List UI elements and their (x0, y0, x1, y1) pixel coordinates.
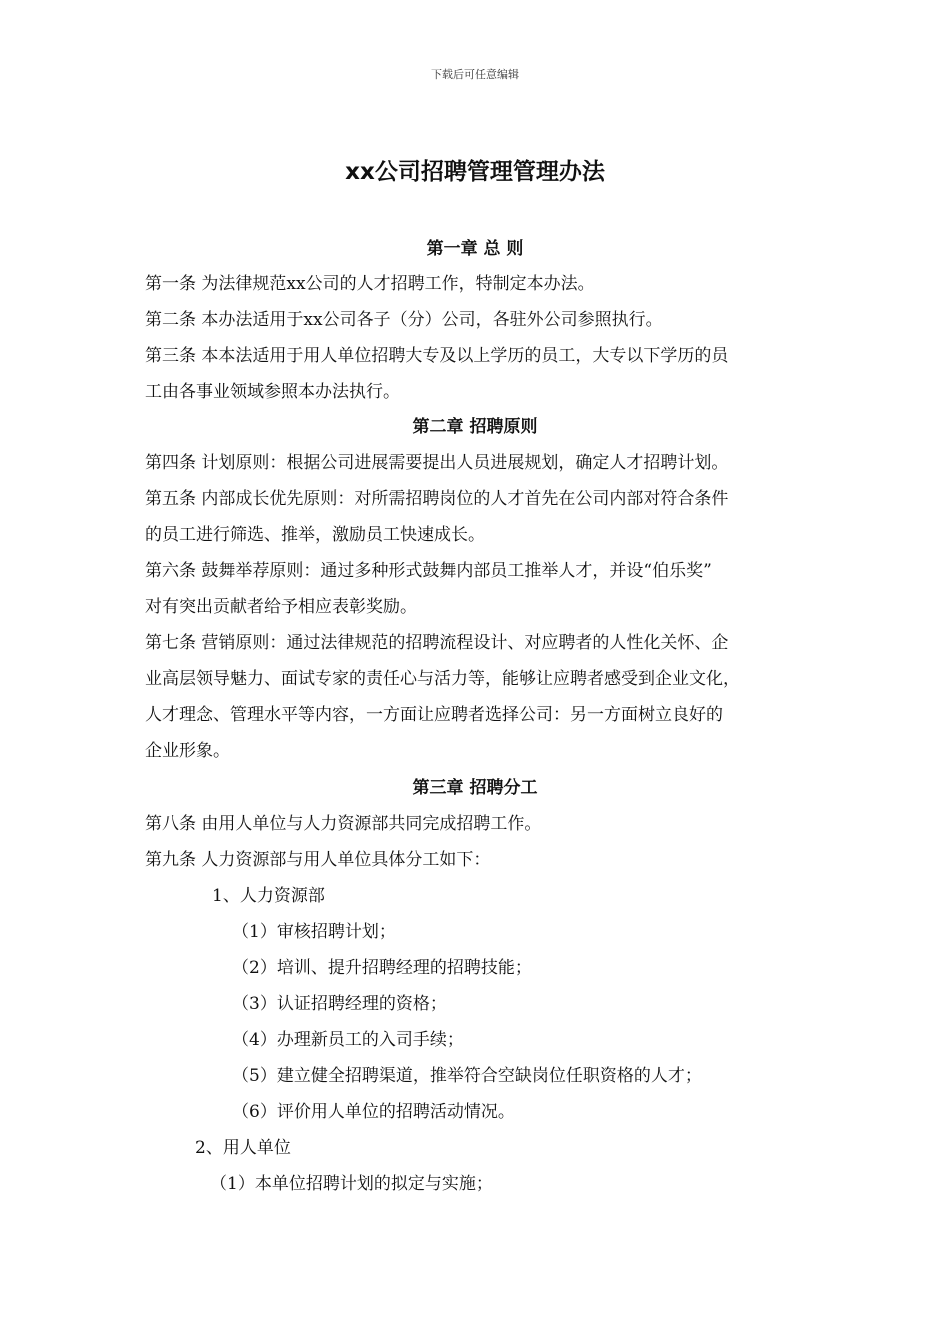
hr-item-5: （5）建立健全招聘渠道，推举符合空缺岗位任职资格的人才； (232, 1066, 702, 1086)
article-7-cont-3: 企业形象。 (145, 741, 230, 761)
document-title: xx公司招聘管理管理办法 (345, 159, 605, 185)
article-5: 第五条 内部成长优先原则：对所需招聘岗位的人才首先在公司内部对符合条件 (145, 489, 729, 509)
hr-item-4: （4）办理新员工的入司手续； (232, 1030, 464, 1050)
article-8: 第八条 由用人单位与人力资源部共同完成招聘工作。 (145, 814, 542, 834)
article-2: 第二条 本办法适用于xx公司各子（分）公司，各驻外公司参照执行。 (145, 310, 663, 330)
article-7: 第七条 营销原则：通过法律规范的招聘流程设计、对应聘者的人性化关怀、企 (145, 633, 729, 653)
article-6: 第六条 鼓舞举荐原则：通过多种形式鼓舞内部员工推举人才，并设“伯乐奖” (145, 561, 712, 581)
hr-item-1: （1）审核招聘计划； (232, 922, 396, 942)
article-4: 第四条 计划原则：根据公司进展需要提出人员进展规划，确定人才招聘计划。 (145, 453, 729, 473)
chapter-3-heading: 第三章 招聘分工 (412, 778, 538, 798)
article-7-cont-2: 人才理念、管理水平等内容，一方面让应聘者选择公司：另一方面树立良好的 (145, 705, 723, 725)
page-header: 下载后可任意编辑 (431, 68, 519, 81)
article-3-cont: 工由各事业领域参照本办法执行。 (145, 382, 400, 402)
list-heading-unit: 2、用人单位 (195, 1138, 291, 1158)
article-3: 第三条 本本法适用于用人单位招聘大专及以上学历的员工，大专以下学历的员 (145, 346, 729, 366)
hr-item-3: （3）认证招聘经理的资格； (232, 994, 447, 1014)
chapter-1-heading: 第一章 总 则 (426, 239, 524, 259)
article-1: 第一条 为法律规范xx公司的人才招聘工作，特制定本办法。 (145, 274, 595, 294)
article-7-cont-1: 业高层领导魅力、面试专家的责任心与活力等，能够让应聘者感受到企业文化， (145, 669, 740, 689)
article-9: 第九条 人力资源部与用人单位具体分工如下： (145, 850, 491, 870)
chapter-2-heading: 第二章 招聘原则 (412, 417, 538, 437)
article-5-cont: 的员工进行筛选、推举，激励员工快速成长。 (145, 525, 485, 545)
article-6-cont: 对有突出贡献者给予相应表彰奖励。 (145, 597, 417, 617)
hr-item-2: （2）培训、提升招聘经理的招聘技能； (232, 958, 532, 978)
unit-item-1: （1）本单位招聘计划的拟定与实施； (210, 1174, 493, 1194)
hr-item-6: （6）评价用人单位的招聘活动情况。 (232, 1102, 515, 1122)
list-heading-hr: 1、人力资源部 (212, 886, 325, 906)
